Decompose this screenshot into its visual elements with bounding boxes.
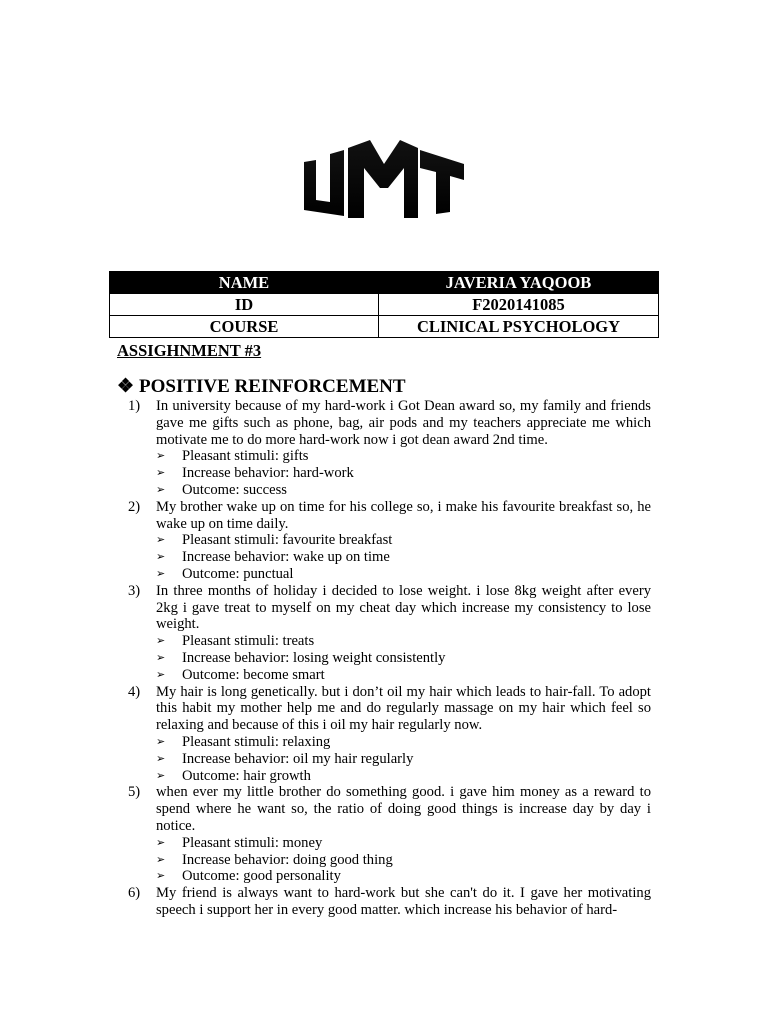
item-number: 6)	[128, 885, 141, 902]
info-row-id	[110, 294, 659, 316]
sub-bullet: ➢ Increase behavior: losing weight consistently	[156, 649, 446, 666]
arrow-bullet-icon: ➢	[156, 466, 166, 480]
info-label: NAME	[110, 272, 379, 294]
sub-bullet: ➢ Outcome: punctual	[156, 565, 294, 582]
item-number: 3)	[128, 582, 141, 599]
section-title: POSITIVE REINFORCEMENT	[139, 376, 406, 397]
arrow-bullet-icon: ➢	[156, 751, 166, 765]
sub-bullet: ➢ Outcome: good personality	[156, 868, 341, 885]
sub-bullet: ➢ Outcome: success	[156, 481, 287, 498]
section-heading	[117, 375, 406, 399]
sub-bullet: ➢ Increase behavior: hard-work	[156, 465, 354, 482]
item-text: My hair is long genetically. but i don’t oil my hair which leads to hair-fall. To adopt this habit my mother help me and do regularly massage on my hair which feel so relaxing and because of this i oil my hair regularly now.	[156, 683, 651, 734]
arrow-bullet-icon: ➢	[156, 768, 166, 782]
info-label: COURSE	[110, 316, 379, 338]
arrow-bullet-icon: ➢	[156, 667, 166, 681]
arrow-bullet-icon: ➢	[156, 650, 166, 664]
item-text: when ever my little brother do something good. i gave him money as a reward to spend where he want so, the ratio of doing good things is increase day by day i notice.	[156, 784, 651, 834]
arrow-bullet-icon: ➢	[156, 482, 166, 496]
list-item	[128, 583, 651, 684]
list-item	[128, 885, 651, 919]
item-text: My brother wake up on time for his college so, i make his favourite breakfast so, he wake up on time daily.	[156, 498, 651, 532]
item-text: My friend is always want to hard-work but she can't do it. I gave her motivating speech i support her in every good matter. which increase his behavior of hard-	[156, 885, 651, 918]
info-row-name	[110, 272, 659, 294]
umt-logo	[300, 130, 466, 226]
sub-bullet: ➢ Increase behavior: doing good thing	[156, 851, 393, 868]
student-info-table	[109, 271, 659, 338]
arrow-bullet-icon: ➢	[156, 449, 166, 463]
arrow-bullet-icon: ➢	[156, 533, 166, 547]
assignment-heading: ASSIGHNMENT #3	[117, 341, 262, 360]
list-item	[128, 784, 651, 885]
info-value: CLINICAL PSYCHOLOGY	[379, 316, 659, 338]
arrow-bullet-icon: ➢	[156, 852, 166, 866]
list-item	[128, 499, 651, 583]
item-number: 4)	[128, 683, 141, 700]
item-number: 2)	[128, 498, 141, 515]
item-number: 5)	[128, 784, 141, 801]
sub-bullet: ➢ Pleasant stimuli: gifts	[156, 448, 309, 465]
arrow-bullet-icon: ➢	[156, 550, 166, 564]
arrow-bullet-icon: ➢	[156, 634, 166, 648]
arrow-bullet-icon: ➢	[156, 835, 166, 849]
arrow-bullet-icon: ➢	[156, 566, 166, 580]
sub-bullet: ➢ Pleasant stimuli: money	[156, 834, 323, 851]
arrow-bullet-icon: ➢	[156, 869, 166, 883]
sub-bullet: ➢ Increase behavior: oil my hair regularly	[156, 750, 414, 767]
sub-bullet: ➢ Pleasant stimuli: favourite breakfast	[156, 532, 393, 549]
info-label: ID	[110, 294, 379, 316]
list-item	[128, 684, 651, 785]
list-item	[128, 398, 651, 499]
sub-bullet: ➢ Increase behavior: wake up on time	[156, 549, 390, 566]
info-row-course	[110, 316, 659, 338]
item-text: In university because of my hard-work i Got Dean award so, my family and friends gave me gifts such as phone, bag, air pods and my teachers appreciate me which motivate me to do more hard-work now i got dean award 2nd time.	[156, 398, 651, 448]
sub-bullet: ➢ Pleasant stimuli: treats	[156, 633, 315, 650]
examples-list	[128, 398, 651, 919]
info-value: JAVERIA YAQOOB	[379, 272, 659, 294]
item-text: In three months of holiday i decided to lose weight. i lose 8kg weight after every 2kg i gave treat to myself on my cheat day which increase my consistency to lose weight.	[156, 582, 651, 633]
sub-bullet: ➢ Pleasant stimuli: relaxing	[156, 733, 331, 750]
diamond-bullet-icon: ❖	[117, 376, 135, 397]
item-number: 1)	[128, 398, 141, 414]
sub-bullet: ➢ Outcome: hair growth	[156, 767, 311, 784]
arrow-bullet-icon: ➢	[156, 734, 166, 748]
sub-bullet: ➢ Outcome: become smart	[156, 666, 325, 683]
info-value: F2020141085	[379, 294, 659, 316]
